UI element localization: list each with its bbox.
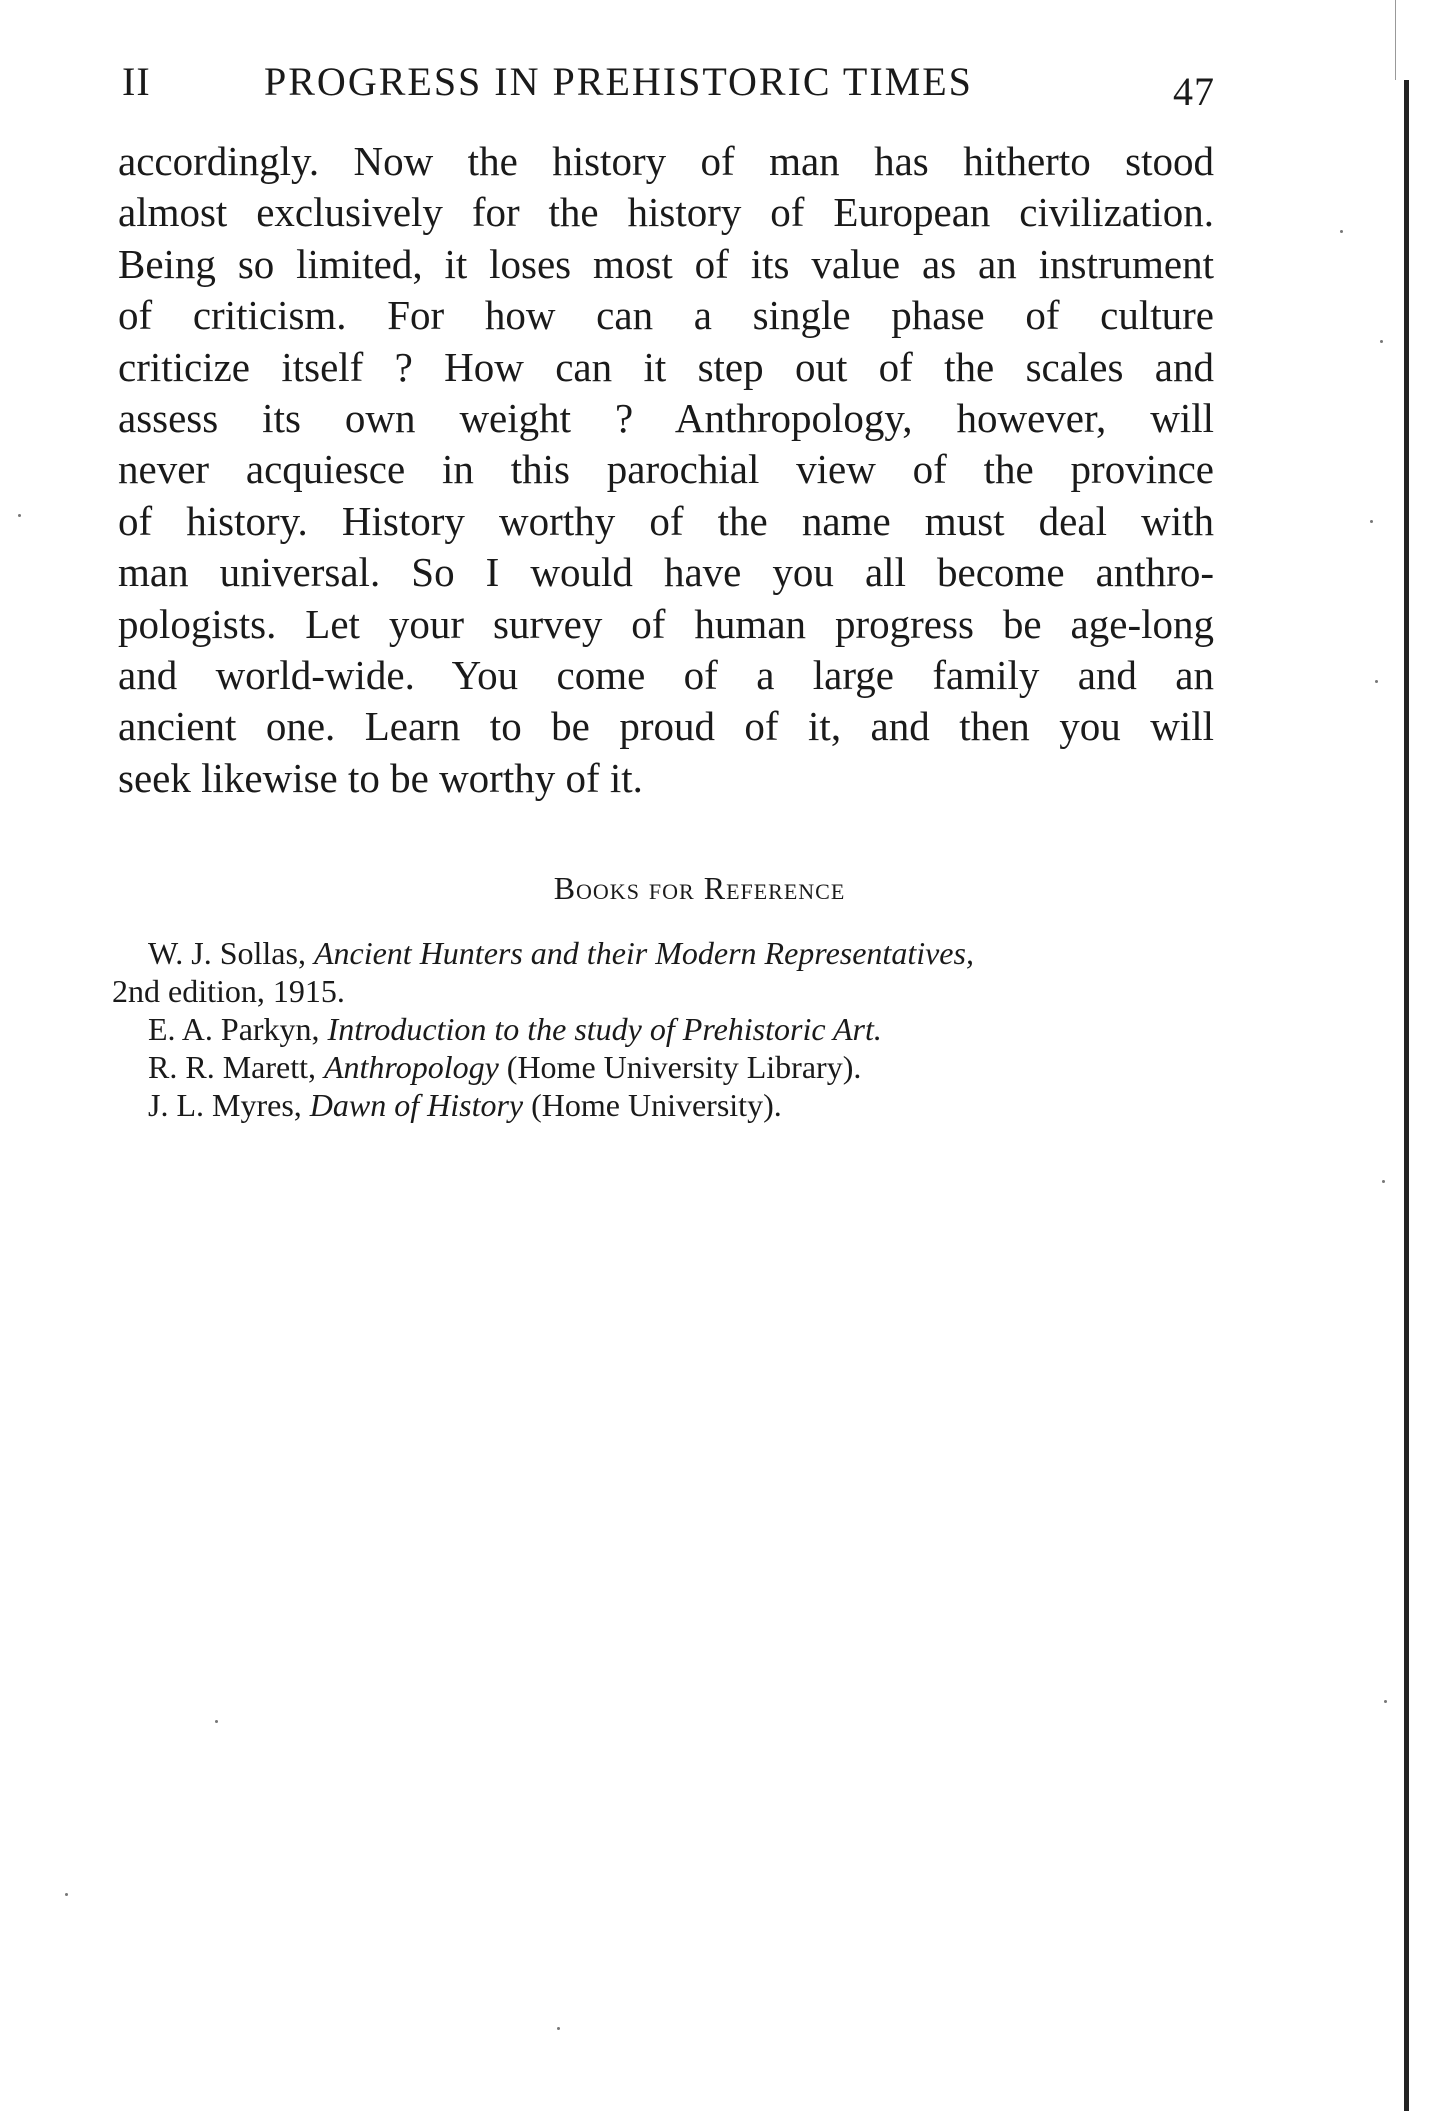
text-line: never acquiesce in this parochial view of the province — [118, 446, 1214, 493]
body-paragraph — [118, 136, 1214, 804]
text-line: of criticism. For how can a single phase of culture — [118, 292, 1214, 339]
text-line: seek likewise to be worthy of it. — [118, 754, 643, 801]
references-heading — [0, 870, 1429, 907]
paper-speck — [215, 1720, 218, 1723]
references-list — [112, 934, 1212, 1124]
reference-title: Anthropology — [323, 1049, 499, 1085]
reference-title: Dawn of History — [309, 1087, 524, 1123]
reference-title: Introduction to the study of Prehistoric Art. — [327, 1011, 882, 1047]
paper-speck — [1382, 1180, 1385, 1183]
references-heading-text: Books for Reference — [553, 870, 846, 906]
paper-speck — [1340, 230, 1343, 233]
reference-author: J. L. Myres, — [148, 1087, 310, 1123]
reference-note: (Home University Library). — [498, 1049, 862, 1085]
paper-speck — [1375, 680, 1378, 683]
paper-speck — [65, 1893, 68, 1896]
page-edge-shadow-top — [1395, 0, 1396, 80]
reference-entry — [112, 1086, 1212, 1124]
reference-entry — [112, 1048, 1212, 1086]
text-line: of history. History worthy of the name must deal with — [118, 497, 1214, 544]
text-line: Being so limited, it loses most of its value as an instrument — [118, 240, 1214, 287]
running-head — [122, 52, 1215, 112]
running-title: PROGRESS IN PREHISTORIC TIMES — [264, 59, 973, 104]
paper-speck — [1370, 520, 1373, 523]
chapter-number: II — [122, 59, 151, 104]
reference-author: R. R. Marett, — [148, 1049, 324, 1085]
reference-continuation: 2nd edition, 1915. — [112, 973, 345, 1009]
reference-title: Ancient Hunters and their Modern Representatives, — [313, 935, 974, 971]
text-line: accordingly. Now the history of man has hitherto stood — [118, 138, 1214, 184]
text-line: assess its own weight ? Anthropology, however, will — [118, 394, 1214, 441]
reference-author: E. A. Parkyn, — [148, 1011, 328, 1047]
paper-speck — [1384, 1700, 1387, 1703]
text-line: ancient one. Learn to be proud of it, and then you will — [118, 703, 1214, 750]
paper-speck — [1380, 340, 1383, 343]
paper-speck — [18, 514, 21, 517]
text-line: criticize itself ? How can it step out of the scales and — [118, 343, 1214, 390]
page-number: 47 — [1173, 69, 1215, 114]
page-edge-shadow — [1404, 80, 1409, 2111]
text-line: pologists. Let your survey of human progress be age-long — [118, 600, 1214, 647]
text-line: almost exclusively for the history of European civilization. — [118, 189, 1214, 236]
paper-speck — [557, 2027, 560, 2030]
text-line: and world-wide. You come of a large family and an — [118, 651, 1214, 698]
reference-note: (Home University). — [523, 1087, 782, 1123]
reference-author: W. J. Sollas, — [148, 935, 314, 971]
reference-entry — [112, 934, 1212, 972]
reference-entry — [112, 1010, 1212, 1048]
text-line: man universal. So I would have you all become anthro- — [118, 549, 1214, 596]
